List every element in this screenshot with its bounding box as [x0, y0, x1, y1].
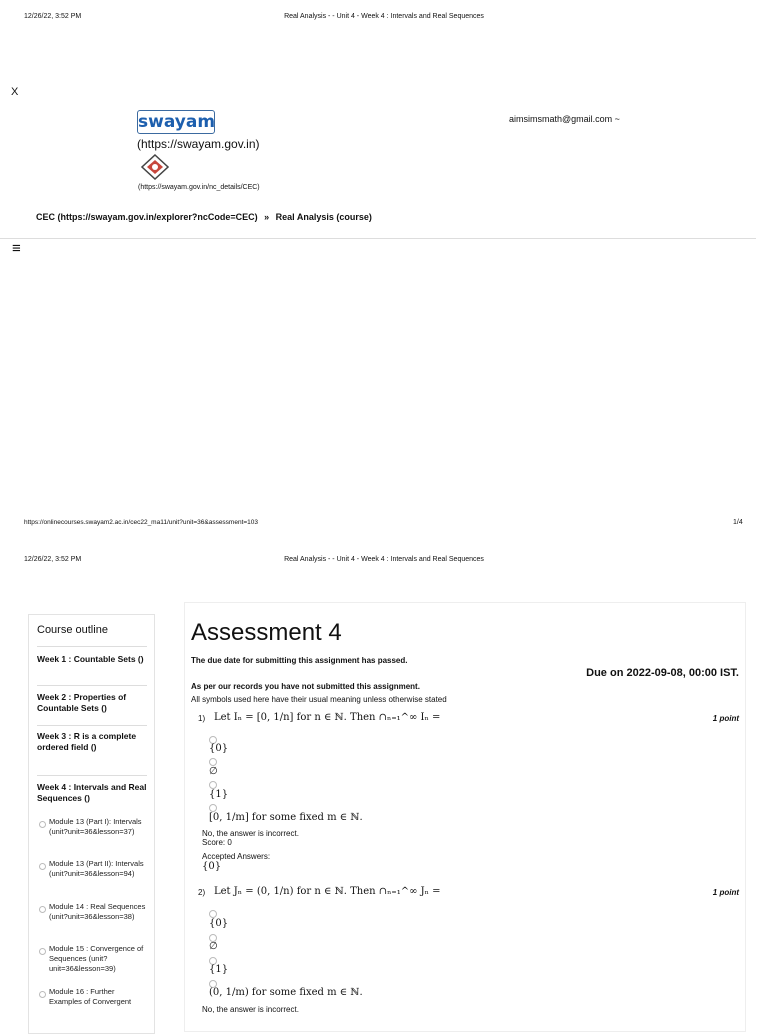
- sidebar-week-2[interactable]: Week 2 : Properties of Countable Sets (): [37, 692, 127, 713]
- print-title: Real Analysis - - Unit 4 - Week 4 : Intervals and Real Sequences: [284, 13, 484, 20]
- symbols-note: All symbols used here have their usual meaning unless otherwise stated: [191, 695, 447, 704]
- header-divider: [0, 238, 756, 239]
- print-title: Real Analysis - - Unit 4 - Week 4 : Intervals and Real Sequences: [284, 556, 484, 563]
- breadcrumb: [36, 212, 372, 222]
- module-status-icon: [39, 991, 46, 998]
- option-label: ∅: [209, 941, 218, 952]
- sidebar-week-4[interactable]: Week 4 : Intervals and Real Sequences (): [37, 782, 147, 803]
- swayam-logo[interactable]: swayam: [138, 112, 216, 132]
- question-points: 1 point: [712, 714, 739, 723]
- sidebar-module[interactable]: Module 16 : Further Examples of Convergent: [49, 987, 132, 1006]
- breadcrumb-separator: »: [264, 212, 270, 222]
- breadcrumb-cec[interactable]: CEC (https://swayam.gov.in/explorer?ncCode=CEC): [36, 212, 258, 222]
- cec-logo-icon[interactable]: [141, 154, 169, 180]
- due-passed-notice: The due date for submitting this assignment has passed.: [191, 656, 408, 665]
- print-date: 12/26/22, 3:52 PM: [24, 556, 82, 563]
- option-label: {1}: [209, 964, 229, 975]
- due-date: Due on 2022-09-08, 00:00 IST.: [586, 667, 739, 679]
- print-date: 12/26/22, 3:52 PM: [24, 13, 82, 20]
- question-number: 2): [198, 888, 206, 897]
- page-title: Assessment 4: [191, 619, 342, 646]
- feedback-text: No, the answer is incorrect.: [202, 829, 299, 838]
- breadcrumb-course[interactable]: Real Analysis (course): [275, 212, 372, 222]
- question-text: Let Jₙ = (0, 1/n) for n ∈ ℕ. Then ∩ₙ₌₁^∞ Jₙ =: [214, 886, 441, 897]
- sidebar-module[interactable]: Module 15 : Convergence of Sequences (unit?unit=36&lesson=39): [49, 944, 144, 973]
- print-footer-url: https://onlinecourses.swayam2.ac.in/cec22_ma11/unit?unit=36&assessment=103: [24, 519, 259, 526]
- user-menu[interactable]: aimsimsmath@gmail.com ~: [509, 114, 620, 124]
- option-radio[interactable]: [209, 781, 217, 789]
- cec-link[interactable]: (https://swayam.gov.in/nc_details/CEC): [138, 184, 260, 191]
- divider: [37, 775, 147, 776]
- option-label: (0, 1/m) for some fixed m ∈ ℕ.: [209, 987, 363, 998]
- close-icon[interactable]: X: [11, 86, 19, 98]
- submission-notice: As per our records you have not submitted this assignment.: [191, 682, 420, 691]
- accepted-answer: {0}: [202, 861, 222, 872]
- option-label: {1}: [209, 789, 229, 800]
- module-status-icon: [39, 863, 46, 870]
- sidebar-module[interactable]: Module 13 (Part I): Intervals (unit?unit=36&lesson=37): [49, 817, 142, 836]
- sidebar-module[interactable]: Module 14 : Real Sequences (unit?unit=36&lesson=38): [49, 902, 146, 921]
- question-points: 1 point: [712, 888, 739, 897]
- swayam-link[interactable]: (https://swayam.gov.in): [137, 137, 260, 151]
- course-outline-title: Course outline: [37, 624, 108, 636]
- accepted-answers-label: Accepted Answers:: [202, 852, 271, 861]
- sidebar-week-1[interactable]: Week 1 : Countable Sets (): [37, 654, 144, 664]
- option-radio[interactable]: [209, 910, 217, 918]
- option-label: [0, 1/m] for some fixed m ∈ ℕ.: [209, 812, 363, 823]
- module-status-icon: [39, 821, 46, 828]
- divider: [37, 725, 147, 726]
- question-number: 1): [198, 714, 206, 723]
- print-page-number: 1/4: [733, 519, 743, 526]
- feedback-text: No, the answer is incorrect.: [202, 1005, 299, 1014]
- score-text: Score: 0: [202, 838, 232, 847]
- module-status-icon: [39, 948, 46, 955]
- menu-icon[interactable]: ≡: [12, 240, 21, 257]
- question-text: Let Iₙ = [0, 1/n] for n ∈ ℕ. Then ∩ₙ₌₁^∞ Iₙ =: [214, 712, 441, 723]
- divider: [37, 685, 147, 686]
- module-status-icon: [39, 906, 46, 913]
- option-label: {0}: [209, 918, 229, 929]
- option-label: {0}: [209, 743, 229, 754]
- option-radio[interactable]: [209, 758, 217, 766]
- option-label: ∅: [209, 766, 218, 777]
- course-outline: [28, 614, 155, 1034]
- sidebar-module[interactable]: Module 13 (Part II): Intervals (unit?unit=36&lesson=94): [49, 859, 144, 878]
- divider: [37, 646, 147, 647]
- sidebar-week-3[interactable]: Week 3 : R is a complete ordered field (): [37, 731, 137, 752]
- option-radio[interactable]: [209, 804, 217, 812]
